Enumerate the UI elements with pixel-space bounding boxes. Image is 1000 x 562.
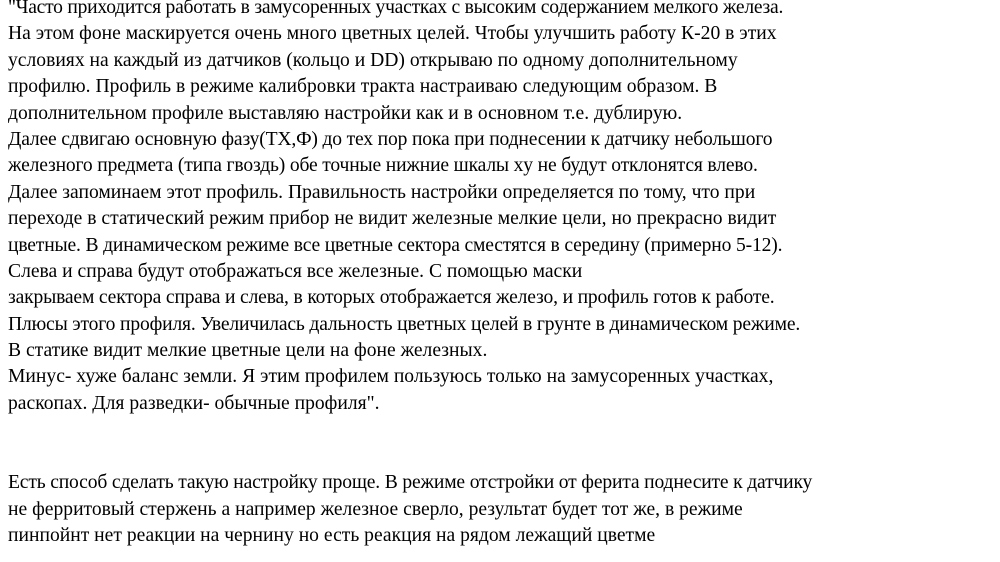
quote-line-6: Далее сдвигаю основную фазу(TX,Ф) до тех пор пока при поднесении к датчику небольшого bbox=[8, 128, 773, 150]
quote-line-7: железного предмета (типа гвоздь) обе точные нижние шкалы xy не будут отклонятся влево. bbox=[8, 155, 758, 177]
quote-line-1: "Часто приходится работать в замусоренных участках с высоким содержанием мелкого железа. bbox=[8, 0, 784, 18]
quote-line-12: закрываем сектора справа и слева, в которых отображается железо, и профиль готов к работе. bbox=[8, 287, 775, 309]
quote-line-4: профилю. Профиль в режиме калибровки тракта настраиваю следующим образом. В bbox=[8, 76, 718, 98]
quote-line-2: На этом фоне маскируется очень много цветных целей. Чтобы улучшить работу К-20 в этих bbox=[8, 23, 777, 45]
quote-line-13: Плюсы этого профиля. Увеличилась дальность цветных целей в грунте в динамическом режиме. bbox=[8, 313, 801, 335]
quote-line-9: переходе в статический режим прибор не видит железные мелкие цели, но прекрасно видит bbox=[8, 208, 777, 230]
reply-line-1: Есть способ сделать такую настройку проще. В режиме отстройки от ферита поднесите к датчику bbox=[8, 472, 813, 494]
quote-line-14: В статике видит мелкие цветные цели на фоне железных. bbox=[8, 340, 488, 362]
quote-line-3: условиях на каждый из датчиков (кольцо и DD) открываю по одному дополнительному bbox=[8, 49, 738, 71]
quote-line-15: Минус- хуже баланс земли. Я этим профилем пользуюсь только на замусоренных участках, bbox=[8, 366, 774, 388]
quote-line-5: дополнительном профиле выставляю настройки как и в основном т.е. дублирую. bbox=[8, 102, 683, 124]
paragraph-gap bbox=[8, 417, 998, 470]
quote-line-11: Слева и справа будут отображаться все железные. С помощью маски bbox=[8, 260, 583, 282]
quote-line-16: раскопах. Для разведки- обычные профиля". bbox=[8, 392, 380, 414]
reply-line-2: не ферритовый стержень а например железное сверло, результат будет тот же, в режиме bbox=[8, 498, 743, 520]
document-text bbox=[8, 0, 998, 549]
quote-line-10: цветные. В динамическом режиме все цветные сектора сместятся в середину (примерно 5-12). bbox=[8, 234, 783, 256]
quote-line-8: Далее запоминаем этот профиль. Правильность настройки определяется по тому, что при bbox=[8, 181, 756, 203]
reply-line-3: пинпойнт нет реакции на чернину но есть реакция на рядом лежащий цветме bbox=[8, 525, 656, 547]
